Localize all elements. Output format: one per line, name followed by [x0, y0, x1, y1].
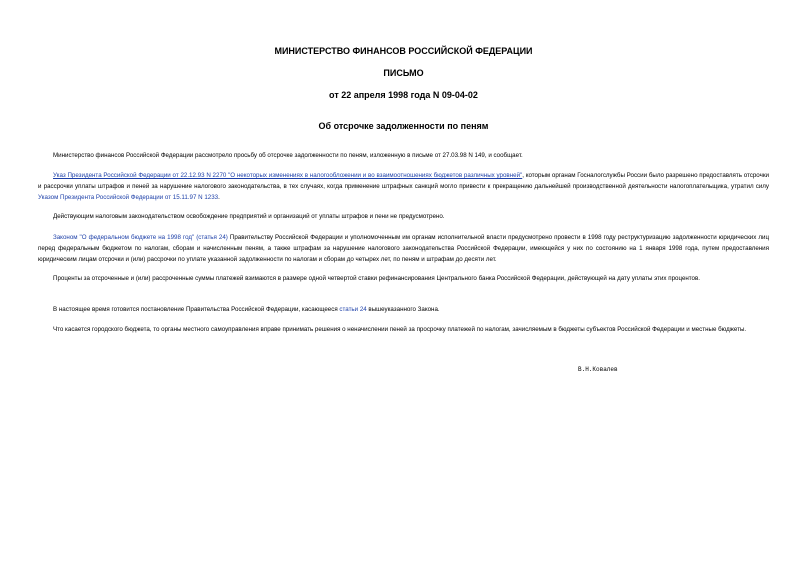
article-24-link[interactable]: (статья 24) — [196, 234, 228, 241]
paragraph-request — [38, 150, 769, 161]
subject-heading: Об отсрочке задолженности по пеням — [318, 121, 489, 131]
paragraph-text: Министерство финансов Российской Федерации рассмотрело просьбу об отсрочке задолженности по пеням, изложенную в письме от 27.03.98 N 149, и сообщает. — [53, 152, 523, 159]
paragraph-city-budget — [38, 324, 769, 335]
paragraph-text: Правительству Российской Федерации и уполномоченным им органам исполнительной власти предусмотрено провести в 1998 году реструктуризацию задолженности юридических лиц перед федеральным бюджетом по налогам, сборам и начисленным пеням, а также штрафам за нарушение налогового законодательства Российской Федерации, имеющейся у них по состоянию на 1 января 1998 года, путем предоставления юридическим лицам отсрочки и (или) рассрочки по уплате указанной задолженности по налогам и сборам до четырех лет, по пеням и штрафам до десяти лет. — [38, 234, 769, 263]
decree-1233-link[interactable]: Указом Президента Российской Федерации от 15.11.97 N 1233 — [38, 194, 219, 201]
paragraph-text: вышеуказанного Закона. — [366, 306, 440, 313]
signature: В.Н.Ковалев — [578, 366, 618, 373]
paragraph-text: В настоящее время готовится постановление Правительства Российской Федерации, касающееся — [53, 306, 340, 313]
paragraph-text: . — [218, 194, 220, 201]
paragraph-resolution — [38, 304, 769, 315]
document-type-heading: ПИСЬМО — [383, 68, 424, 78]
paragraph-budget-law — [38, 232, 769, 265]
paragraph-text: Что касается городского бюджета, то органы местного самоуправления вправе принимать решения о неначислении пеней за просрочку платежей по налогам, зачисляемым в бюджеты субъектов Российской Федерации и местные бюджеты. — [53, 326, 747, 333]
ministry-heading: МИНИСТЕРСТВО ФИНАНСОВ РОССИЙСКОЙ ФЕДЕРАЦИИ — [274, 46, 533, 56]
paragraph-interest — [38, 273, 769, 284]
paragraph-decree — [38, 170, 769, 203]
paragraph-text: , которым органам Госналогслужбы России было разрешено предоставлять отсрочки и рассрочки уплаты штрафов и пеней за нарушение налогового законодательства, в тех случаях, когда применение штрафных санкций могло привести к прекращению дальнейшей производственной деятельности налогоплательщика, утратил силу — [38, 172, 769, 190]
decree-2270-link[interactable]: Указ Президента Российской Федерации от 22.12.93 N 2270 "О некоторых изменениях в налогообложении и во взаимоотношениях бюджетов различных уровней" — [53, 172, 523, 179]
date-number-heading: от 22 апреля 1998 года N 09-04-02 — [329, 90, 478, 100]
document-page — [38, 0, 769, 571]
article-24-link-2[interactable]: статьи 24 — [339, 306, 367, 313]
paragraph-legislation — [38, 211, 769, 222]
paragraph-text: Действующим налоговым законодательством освобождение предприятий и организаций от уплаты штрафов и пени не предусмотрено. — [53, 213, 445, 220]
budget-law-link[interactable]: Законом "О федеральном бюджете на 1998 год" — [53, 234, 195, 241]
paragraph-text: Проценты за отсроченные и (или) рассроченные суммы платежей взимаются в размере одной четвертой ставки рефинансирования Центрального банка Российской Федерации, действующей на дату уплаты этих процентов. — [53, 275, 701, 282]
